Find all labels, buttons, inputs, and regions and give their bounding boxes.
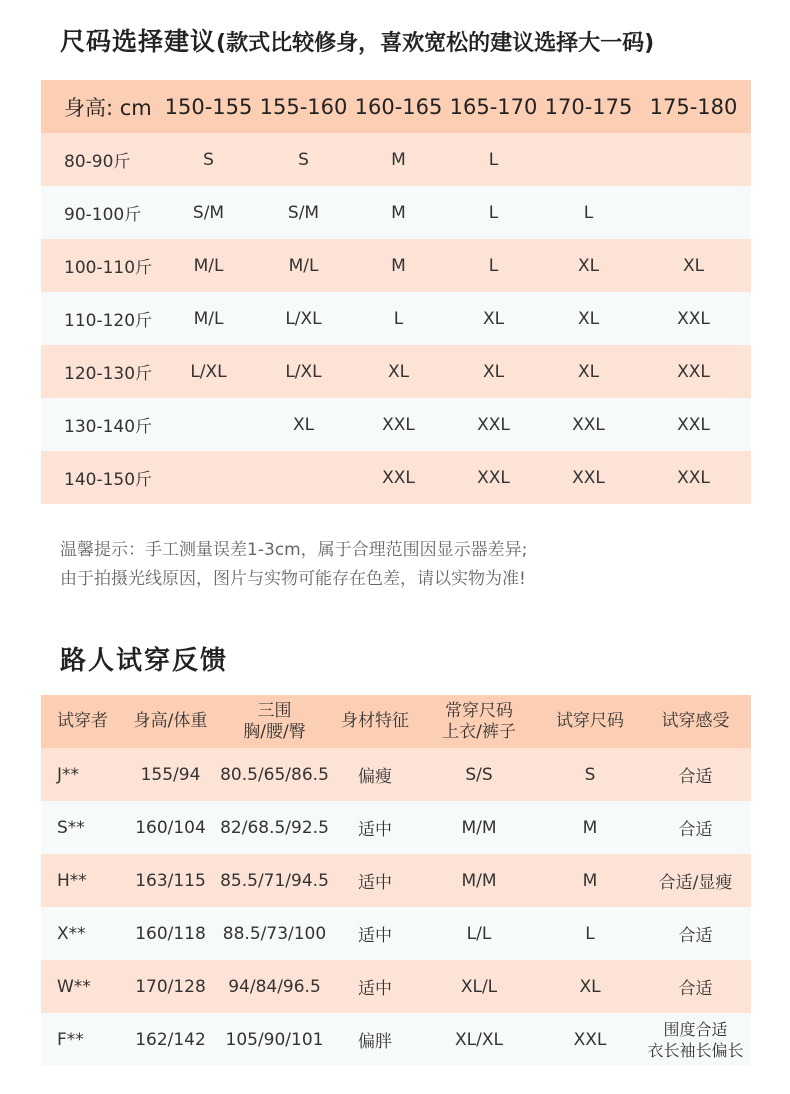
tester-cell: H**	[41, 854, 124, 907]
height-range-header: 150-155	[161, 80, 256, 133]
feeling-cell: 合适/显瘦	[640, 854, 751, 907]
height-range-header: 160-165	[351, 80, 446, 133]
weight-range-cell: 120-130斤	[41, 345, 161, 398]
usual-size-cell: M/M	[418, 854, 540, 907]
size-cell: XL	[541, 239, 636, 292]
feeling-cell: 合适	[640, 907, 751, 960]
body-type-cell: 适中	[332, 801, 418, 854]
measurements-cell: 82/68.5/92.5	[217, 801, 332, 854]
size-chart-row	[41, 398, 751, 451]
header-usual-size-line2: 上衣/裤子	[442, 721, 516, 742]
measurements-cell: 94/84/96.5	[217, 960, 332, 1013]
size-cell: M/L	[256, 239, 351, 292]
tester-cell: F**	[41, 1013, 124, 1066]
size-cell: XXL	[636, 292, 751, 345]
size-cell: XXL	[446, 451, 541, 504]
height-range-header: 165-170	[446, 80, 541, 133]
tried-size-cell: L	[540, 907, 640, 960]
size-cell: M	[351, 186, 446, 239]
size-chart-row	[41, 451, 751, 504]
size-cell: M/L	[161, 239, 256, 292]
size-cell: XL	[446, 292, 541, 345]
size-cell: L/XL	[161, 345, 256, 398]
height-weight-cell: 160/104	[124, 801, 217, 854]
notes-block	[60, 536, 527, 594]
tried-size-cell: M	[540, 801, 640, 854]
size-cell: XL	[256, 398, 351, 451]
tester-cell: W**	[41, 960, 124, 1013]
size-cell: L	[541, 186, 636, 239]
header-usual-size	[418, 695, 540, 748]
header-height-weight: 身高/体重	[124, 695, 217, 748]
size-cell: XXL	[636, 398, 751, 451]
tried-size-cell: M	[540, 854, 640, 907]
feeling-cell: 合适	[640, 748, 751, 801]
height-weight-cell: 170/128	[124, 960, 217, 1013]
size-cell: XXL	[636, 345, 751, 398]
size-chart-row	[41, 345, 751, 398]
tried-size-cell: XXL	[540, 1013, 640, 1066]
tester-cell: X**	[41, 907, 124, 960]
size-cell: XXL	[636, 451, 751, 504]
size-cell: S/M	[161, 186, 256, 239]
feedback-row	[41, 801, 751, 854]
height-weight-cell: 160/118	[124, 907, 217, 960]
measurements-cell: 105/90/101	[217, 1013, 332, 1066]
tester-cell: J**	[41, 748, 124, 801]
size-cell: XL	[541, 345, 636, 398]
size-chart-row	[41, 133, 751, 186]
size-cell: XXL	[541, 451, 636, 504]
weight-range-cell: 80-90斤	[41, 133, 161, 186]
size-cell: S/M	[256, 186, 351, 239]
size-cell: M	[351, 133, 446, 186]
usual-size-cell: S/S	[418, 748, 540, 801]
size-guide-title-main: 尺码选择建议	[60, 27, 217, 56]
height-weight-cell: 155/94	[124, 748, 217, 801]
size-chart-row	[41, 186, 751, 239]
usual-size-cell: L/L	[418, 907, 540, 960]
header-body-type: 身材特征	[332, 695, 418, 748]
feedback-header-row	[41, 695, 751, 748]
size-chart-table	[41, 80, 751, 504]
body-type-cell: 适中	[332, 960, 418, 1013]
header-measurements-line1: 三围	[257, 700, 292, 721]
feedback-row	[41, 1013, 751, 1066]
height-range-header: 155-160	[256, 80, 351, 133]
size-cell	[541, 133, 636, 186]
feedback-row	[41, 854, 751, 907]
size-cell: S	[161, 133, 256, 186]
size-cell	[636, 186, 751, 239]
feedback-row	[41, 907, 751, 960]
measurements-cell: 80.5/65/86.5	[217, 748, 332, 801]
weight-range-cell: 110-120斤	[41, 292, 161, 345]
size-guide-title	[60, 22, 654, 58]
height-range-header: 170-175	[541, 80, 636, 133]
weight-range-cell: 130-140斤	[41, 398, 161, 451]
weight-range-cell: 140-150斤	[41, 451, 161, 504]
measurements-cell: 85.5/71/94.5	[217, 854, 332, 907]
size-cell	[636, 133, 751, 186]
header-tester: 试穿者	[41, 695, 124, 748]
note-line: 温馨提示：手工测量误差1-3cm，属于合理范围因显示器差异;	[60, 540, 528, 560]
height-weight-cell: 163/115	[124, 854, 217, 907]
size-cell: XXL	[541, 398, 636, 451]
size-cell	[256, 451, 351, 504]
usual-size-cell: M/M	[418, 801, 540, 854]
height-weight-cell: 162/142	[124, 1013, 217, 1066]
size-cell: L	[351, 292, 446, 345]
usual-size-cell: XL/XL	[418, 1013, 540, 1066]
header-tried-size: 试穿尺码	[540, 695, 640, 748]
size-cell: L	[446, 133, 541, 186]
feeling-line: 衣长袖长偏长	[647, 1040, 744, 1060]
size-chart-header-label: 身高: cm	[41, 80, 161, 133]
feeling-cell: 合适	[640, 801, 751, 854]
weight-range-cell: 90-100斤	[41, 186, 161, 239]
size-chart-header-row	[41, 80, 751, 133]
size-cell: XXL	[351, 398, 446, 451]
size-cell: XL	[541, 292, 636, 345]
header-feeling: 试穿感受	[640, 695, 751, 748]
body-type-cell: 适中	[332, 907, 418, 960]
weight-range-cell: 100-110斤	[41, 239, 161, 292]
size-cell: XL	[636, 239, 751, 292]
tried-size-cell: S	[540, 748, 640, 801]
size-cell: XXL	[446, 398, 541, 451]
feedback-row	[41, 960, 751, 1013]
header-measurements-line2: 胸/腰/臀	[243, 721, 306, 742]
feeling-line: 围度合适	[663, 1019, 728, 1039]
feeling-cell	[640, 1013, 751, 1066]
body-type-cell: 偏胖	[332, 1013, 418, 1066]
size-cell: XL	[446, 345, 541, 398]
size-cell: XXL	[351, 451, 446, 504]
size-cell: L	[446, 186, 541, 239]
usual-size-cell: XL/L	[418, 960, 540, 1013]
size-cell: M	[351, 239, 446, 292]
size-cell	[161, 451, 256, 504]
body-type-cell: 适中	[332, 854, 418, 907]
size-cell: L/XL	[256, 345, 351, 398]
body-type-cell: 偏瘦	[332, 748, 418, 801]
size-cell: XL	[351, 345, 446, 398]
height-range-header: 175-180	[636, 80, 751, 133]
feedback-row	[41, 748, 751, 801]
size-chart-row	[41, 239, 751, 292]
note-line: 由于拍摄光线原因，图片与实物可能存在色差，请以实物为准!	[60, 569, 526, 589]
size-chart-row	[41, 292, 751, 345]
feedback-title: 路人试穿反馈	[60, 646, 229, 676]
size-cell: S	[256, 133, 351, 186]
size-cell: L/XL	[256, 292, 351, 345]
measurements-cell: 88.5/73/100	[217, 907, 332, 960]
tried-size-cell: XL	[540, 960, 640, 1013]
tester-cell: S**	[41, 801, 124, 854]
size-cell: M/L	[161, 292, 256, 345]
size-cell	[161, 398, 256, 451]
size-guide-subtitle: (款式比较修身，喜欢宽松的建议选择大一码)	[216, 31, 655, 56]
header-measurements	[217, 695, 332, 748]
size-cell: L	[446, 239, 541, 292]
header-usual-size-line1: 常穿尺码	[445, 700, 513, 721]
feeling-cell: 合适	[640, 960, 751, 1013]
feedback-table	[41, 695, 751, 1066]
